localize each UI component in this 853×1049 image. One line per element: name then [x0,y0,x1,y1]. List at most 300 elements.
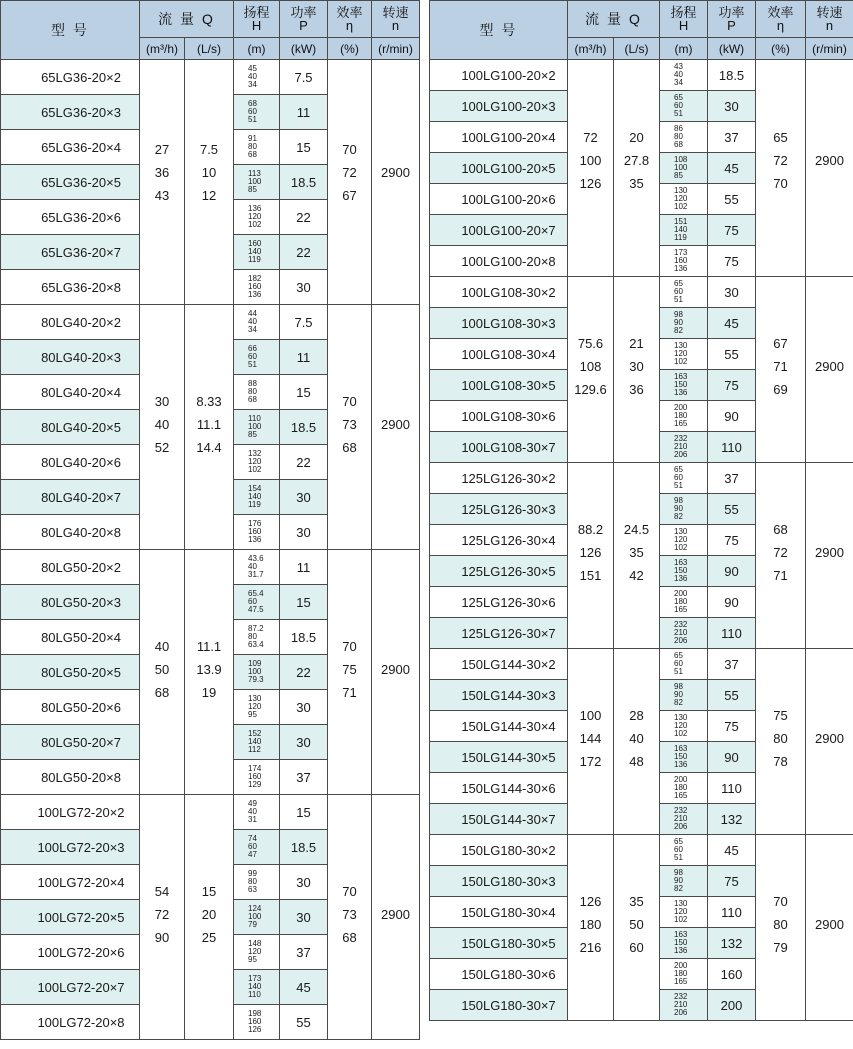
head-cell [660,184,708,215]
head-cell [234,690,280,725]
head-value: 60 [674,659,683,668]
flow-m3h-cell [140,550,185,795]
power-cell: 37 [280,935,328,970]
head-value: 120 [248,947,262,956]
flow-ls-value: 48 [629,754,644,769]
efficiency-title: 效率 [767,5,794,20]
power-cell: 90 [708,556,756,587]
power-cell: 15 [280,585,328,620]
model-cell: 80LG50-20×6 [1,690,140,725]
efficiency-value: 71 [773,359,788,374]
head-cell [234,480,280,515]
flow-m3h-value: 172 [579,754,602,769]
head-cell [234,235,280,270]
head-value: 65 [674,651,683,660]
head-value: 68 [248,395,257,404]
power-cell: 110 [708,773,756,804]
head-value: 120 [674,535,688,544]
power-header [280,1,328,38]
head-value: 87.2 [248,624,264,633]
head-value: 130 [674,341,688,350]
speed-unit: (r/min) [806,38,853,60]
speed-cell: 2900 [806,277,853,463]
head-value: 80 [248,142,257,151]
head-value: 65 [674,837,683,846]
flow-m3h-value: 129.6 [574,382,607,397]
head-value: 65 [674,465,683,474]
speed-title: 转速 [382,5,409,20]
power-cell: 18.5 [708,60,756,91]
head-value: 119 [248,500,261,509]
head-cell [660,897,708,928]
head-value: 95 [248,710,257,719]
table-row [430,649,853,680]
head-value: 74 [248,834,257,843]
power-cell: 7.5 [280,60,328,95]
flow-ls-value: 11.1 [196,417,222,432]
head-value: 165 [674,605,688,614]
head-value: 100 [248,177,262,186]
flow-header: 流 量 Q [568,1,660,38]
head-value: 152 [248,729,262,738]
head-value: 120 [248,457,262,466]
power-cell: 15 [280,795,328,830]
efficiency-cell [756,463,806,649]
head-value: 232 [674,434,688,443]
power-cell: 160 [708,959,756,990]
model-cell: 80LG50-20×2 [1,550,140,585]
power-cell: 30 [708,91,756,122]
efficiency-value: 68 [342,440,357,455]
power-cell: 110 [708,432,756,463]
model-cell: 100LG100-20×4 [430,122,568,153]
head-value: 90 [674,318,683,327]
efficiency-value: 70 [773,894,788,909]
model-cell: 100LG108-30×4 [430,339,568,370]
head-value: 232 [674,806,688,815]
head-value: 88 [248,379,257,388]
head-value: 198 [248,1009,262,1018]
speed-header [372,1,420,38]
head-value: 120 [674,194,688,203]
table-row [430,277,853,308]
power-cell: 18.5 [280,830,328,865]
flow-m3h-cell [140,60,185,305]
head-value: 98 [674,682,683,691]
head-value: 210 [674,1000,688,1009]
flow-ls-value: 35 [629,894,644,909]
model-cell: 125LG126-30×2 [430,463,568,494]
model-cell: 65LG36-20×5 [1,165,140,200]
head-value: 80 [674,132,683,141]
head-value: 102 [248,220,262,229]
speed-cell: 2900 [806,649,853,835]
head-value: 112 [248,745,261,754]
flow-header: 流 量 Q [140,1,234,38]
head-value: 60 [248,842,257,851]
head-value: 108 [674,155,688,164]
head-value: 79.3 [248,675,264,684]
head-value: 60 [674,287,683,296]
head-value: 120 [248,702,262,711]
efficiency-value: 73 [342,907,357,922]
model-cell: 150LG144-30×3 [430,680,568,711]
flow-m3h-cell [568,60,614,277]
head-value: 34 [248,80,257,89]
efficiency-value: 67 [773,336,788,351]
model-cell: 150LG180-30×5 [430,928,568,959]
power-cell: 90 [708,742,756,773]
head-cell [234,620,280,655]
head-value: 98 [674,496,683,505]
flow-m3h-value: 72 [583,130,598,145]
efficiency-cell [756,277,806,463]
speed-symbol: n [825,18,834,33]
head-cell [234,585,280,620]
model-header: 型 号 [1,1,140,60]
efficiency-value: 80 [773,731,788,746]
head-value: 40 [248,807,257,816]
power-cell: 37 [708,463,756,494]
model-cell: 100LG72-20×2 [1,795,140,830]
flow-ls-value: 30 [629,359,644,374]
head-cell [660,959,708,990]
head-value: 63.4 [248,640,264,649]
head-value: 98 [674,868,683,877]
head-value: 45 [248,64,257,73]
head-value: 130 [674,899,688,908]
power-cell: 55 [708,339,756,370]
model-cell: 100LG72-20×7 [1,970,140,1005]
head-unit: (m) [660,38,708,60]
model-cell: 80LG50-20×8 [1,760,140,795]
flow-ls-value: 19 [201,685,217,700]
head-value: 200 [674,403,688,412]
head-value: 176 [248,519,262,528]
model-cell: 100LG72-20×6 [1,935,140,970]
model-cell: 100LG72-20×5 [1,900,140,935]
head-cell [660,153,708,184]
power-cell: 30 [280,725,328,760]
efficiency-value: 72 [342,165,357,180]
model-cell: 80LG40-20×5 [1,410,140,445]
head-title: 扬程 [670,5,697,20]
efficiency-value: 78 [773,754,788,769]
efficiency-value: 67 [342,188,357,203]
flow-ls-value: 20 [629,130,644,145]
power-cell: 37 [708,649,756,680]
flow-ls-value: 35 [629,176,644,191]
head-value: 40 [674,70,683,79]
head-value: 43.6 [248,554,264,563]
flow-m3h-value: 68 [154,685,170,700]
model-cell: 65LG36-20×4 [1,130,140,165]
spec-table-body-right [430,60,853,1021]
efficiency-symbol: η [776,18,785,33]
power-cell: 75 [708,246,756,277]
head-value: 173 [674,248,688,257]
model-cell: 100LG100-20×2 [430,60,568,91]
head-cell [660,463,708,494]
head-cell [234,725,280,760]
model-cell: 125LG126-30×5 [430,556,568,587]
power-cell: 55 [280,1005,328,1040]
flow-ls-value: 24.5 [623,522,650,537]
head-value: 180 [674,411,688,420]
flow-m3h-value: 90 [154,930,170,945]
efficiency-value: 68 [773,522,788,537]
speed-symbol: n [391,18,400,33]
head-value: 102 [674,729,688,738]
head-value: 102 [674,357,688,366]
flow-ls-value: 10 [201,165,217,180]
head-value: 200 [674,961,688,970]
model-cell: 125LG126-30×4 [430,525,568,556]
efficiency-value: 75 [773,708,788,723]
flow-ls-value: 14.4 [196,440,222,455]
head-value: 60 [674,101,683,110]
head-cell [234,130,280,165]
table-row [430,835,853,866]
flow-ls-value: 11.1 [196,639,222,654]
model-cell: 125LG126-30×3 [430,494,568,525]
table-row [1,550,420,585]
flow-ls-value: 28 [629,708,644,723]
head-cell [660,556,708,587]
power-cell: 75 [708,711,756,742]
head-value: 151 [674,217,688,226]
model-cell: 80LG50-20×3 [1,585,140,620]
model-cell: 65LG36-20×3 [1,95,140,130]
efficiency-value: 68 [342,930,357,945]
head-cell [660,60,708,91]
flow-m3h-value: 100 [579,708,602,723]
flow-m3h-value: 43 [154,188,170,203]
head-value: 140 [248,982,262,991]
head-cell [660,618,708,649]
efficiency-value: 72 [773,545,788,560]
power-title: 功率 [290,5,317,20]
head-value: 140 [674,225,688,234]
model-cell: 125LG126-30×7 [430,618,568,649]
head-value: 160 [248,527,262,536]
head-value: 100 [248,912,262,921]
head-value: 63 [248,885,257,894]
head-value: 150 [674,752,688,761]
head-value: 163 [674,930,688,939]
power-cell: 110 [708,618,756,649]
flow-ls-value: 25 [201,930,217,945]
head-title: 扬程 [243,5,270,20]
head-cell [234,935,280,970]
head-value: 51 [248,115,257,124]
head-value: 136 [248,290,262,299]
flow-unit-m3h: (m³/h) [568,38,614,60]
flow-m3h-value: 40 [154,639,170,654]
head-value: 160 [674,256,688,265]
head-cell [660,494,708,525]
head-cell [660,525,708,556]
efficiency-value: 69 [773,382,788,397]
flow-ls-cell [614,60,660,277]
power-cell: 18.5 [280,410,328,445]
head-value: 66 [248,344,257,353]
flow-ls-value: 35 [629,545,644,560]
head-value: 60 [674,473,683,482]
head-cell [660,215,708,246]
flow-ls-cell [614,463,660,649]
flow-m3h-cell [568,835,614,1021]
flow-ls-cell [614,277,660,463]
head-value: 180 [674,783,688,792]
power-cell: 45 [708,835,756,866]
efficiency-cell [328,795,372,1040]
head-value: 136 [674,264,688,273]
flow-m3h-value: 52 [154,440,170,455]
flow-m3h-cell [140,795,185,1040]
head-value: 232 [674,620,688,629]
model-cell: 125LG126-30×6 [430,587,568,618]
model-cell: 80LG40-20×3 [1,340,140,375]
efficiency-value: 70 [342,884,357,899]
efficiency-value: 71 [773,568,788,583]
head-value: 182 [248,274,262,283]
efficiency-value: 80 [773,917,788,932]
model-cell: 150LG144-30×7 [430,804,568,835]
model-cell: 65LG36-20×7 [1,235,140,270]
power-cell: 11 [280,340,328,375]
flow-ls-value: 21 [629,336,644,351]
head-value: 129 [248,780,262,789]
model-cell: 65LG36-20×8 [1,270,140,305]
head-value: 40 [248,562,257,571]
head-cell [660,587,708,618]
model-cell: 100LG108-30×3 [430,308,568,339]
efficiency-header [756,1,806,38]
head-value: 47 [248,850,257,859]
head-value: 100 [248,422,262,431]
flow-ls-value: 20 [201,907,217,922]
head-value: 44 [248,309,257,318]
head-value: 85 [248,185,257,194]
model-cell: 100LG108-30×6 [430,401,568,432]
head-value: 160 [248,239,262,248]
efficiency-value: 70 [342,639,357,654]
flow-ls-value: 13.9 [196,662,222,677]
head-cell [234,865,280,900]
power-cell: 30 [708,277,756,308]
model-cell: 65LG36-20×6 [1,200,140,235]
table-row [1,305,420,340]
flow-ls-value: 60 [629,940,644,955]
flow-m3h-value: 36 [154,165,170,180]
power-symbol: P [727,18,736,33]
head-value: 120 [248,212,262,221]
power-title: 功率 [718,5,745,20]
head-value: 102 [248,465,262,474]
flow-m3h-cell [140,305,185,550]
efficiency-cell [756,60,806,277]
head-value: 165 [674,419,688,428]
flow-m3h-value: 54 [154,884,170,899]
speed-unit: (r/min) [372,38,420,60]
power-cell: 75 [708,215,756,246]
head-value: 82 [674,698,683,707]
head-cell [234,515,280,550]
model-cell: 100LG100-20×6 [430,184,568,215]
head-value: 34 [248,325,257,334]
head-cell [660,246,708,277]
power-cell: 75 [708,370,756,401]
flow-m3h-value: 27 [154,142,170,157]
head-value: 65.4 [248,589,264,598]
flow-m3h-cell [568,277,614,463]
head-value: 86 [674,124,683,133]
power-cell: 15 [280,130,328,165]
flow-m3h-value: 30 [154,394,170,409]
head-value: 165 [674,977,688,986]
power-cell: 45 [708,308,756,339]
flow-ls-cell [185,60,234,305]
flow-ls-value: 42 [629,568,644,583]
power-cell: 15 [280,375,328,410]
efficiency-value: 73 [342,417,357,432]
head-value: 136 [674,388,688,397]
power-cell: 75 [708,525,756,556]
head-value: 200 [674,589,688,598]
flow-unit-ls: (L/s) [614,38,660,60]
head-value: 180 [674,969,688,978]
flow-ls-cell [185,550,234,795]
head-value: 136 [248,204,262,213]
head-value: 43 [674,62,683,71]
flow-m3h-value: 180 [579,917,602,932]
table-row [430,60,853,91]
power-cell: 132 [708,804,756,835]
head-cell [234,830,280,865]
head-cell [234,375,280,410]
head-value: 120 [674,721,688,730]
head-cell [234,340,280,375]
table-row [1,60,420,95]
head-value: 232 [674,992,688,1001]
head-cell [234,270,280,305]
head-value: 60 [248,597,257,606]
power-cell: 132 [708,928,756,959]
model-cell: 100LG108-30×7 [430,432,568,463]
head-value: 140 [248,247,262,256]
speed-cell: 2900 [372,60,420,305]
flow-ls-value: 15 [201,884,217,899]
head-value: 68 [674,140,683,149]
power-cell: 37 [708,122,756,153]
head-value: 210 [674,628,688,637]
head-value: 136 [674,574,688,583]
head-value: 51 [674,295,683,304]
head-value: 163 [674,372,688,381]
spec-table-right [429,0,853,1021]
power-cell: 11 [280,95,328,130]
power-cell: 18.5 [280,620,328,655]
head-value: 51 [674,853,683,862]
power-cell: 90 [708,401,756,432]
power-cell: 90 [708,587,756,618]
head-value: 160 [248,1017,262,1026]
head-value: 90 [674,504,683,513]
model-cell: 65LG36-20×2 [1,60,140,95]
flow-m3h-value: 75.6 [577,336,604,351]
head-value: 165 [674,791,688,800]
